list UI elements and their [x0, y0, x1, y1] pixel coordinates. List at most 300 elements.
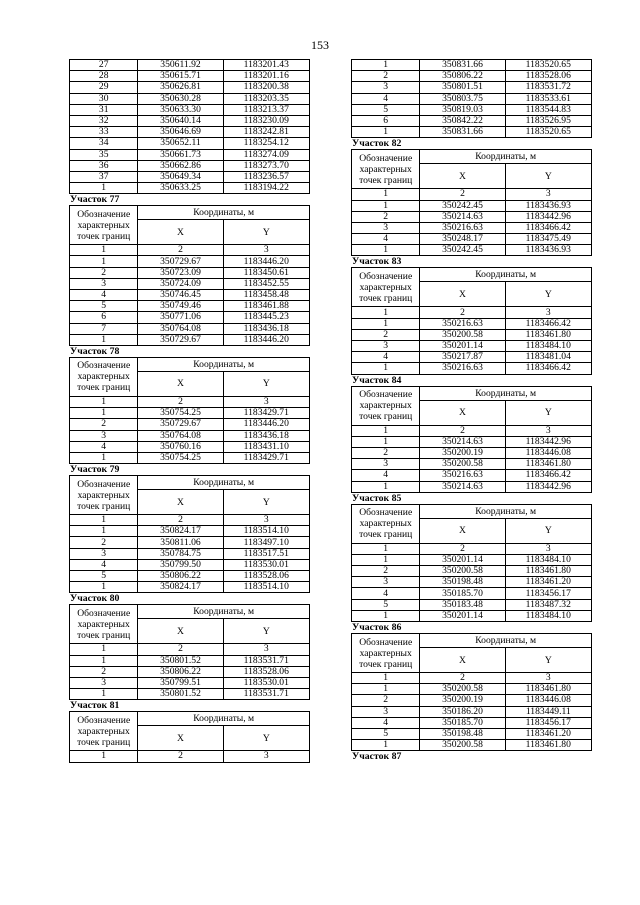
header-x: X	[138, 220, 223, 245]
point-number: 1	[70, 183, 138, 194]
point-number: 36	[70, 160, 138, 171]
point-number: 6	[70, 312, 138, 323]
coord-y: 1183236.57	[223, 171, 309, 182]
table-row	[352, 71, 592, 82]
point-number: 3	[352, 82, 420, 93]
column-number-row	[70, 515, 310, 526]
table-row	[70, 71, 310, 82]
coord-y: 1183429.71	[223, 408, 309, 419]
table-header-row	[70, 357, 310, 371]
point-number: 1	[70, 655, 138, 666]
coord-x: 350198.48	[420, 728, 505, 739]
point-number: 1	[352, 363, 420, 374]
column-number: 1	[70, 644, 138, 655]
column-number: 2	[420, 673, 505, 684]
section-title: Участок 83	[352, 256, 402, 268]
coord-y: 1183461.80	[505, 684, 591, 695]
header-designation: Обозначение характерных точек границ	[352, 150, 420, 189]
column-number: 2	[420, 543, 505, 554]
coord-x: 350185.70	[420, 717, 505, 728]
coord-y: 1183452.55	[223, 278, 309, 289]
point-number: 1	[352, 610, 420, 621]
coord-y: 1183446.20	[223, 419, 309, 430]
coord-y: 1183200.38	[223, 82, 309, 93]
table-row	[352, 245, 592, 256]
point-number: 1	[352, 200, 420, 211]
header-x: X	[420, 164, 505, 189]
coord-x: 350661.73	[138, 149, 223, 160]
point-number: 3	[352, 222, 420, 233]
point-number: 2	[352, 566, 420, 577]
coord-x: 350200.58	[420, 459, 505, 470]
column-number-row	[70, 245, 310, 256]
coord-x: 350633.25	[138, 183, 223, 194]
coord-x: 350824.17	[138, 526, 223, 537]
header-coordinates: Координаты, м	[420, 504, 592, 518]
table-row	[70, 559, 310, 570]
table-row	[70, 571, 310, 582]
point-number: 4	[352, 234, 420, 245]
point-number: 30	[70, 93, 138, 104]
table-row	[352, 447, 592, 458]
coord-y: 1183436.18	[223, 323, 309, 334]
table-row	[352, 554, 592, 565]
table-row	[352, 610, 592, 621]
coord-y: 1183466.42	[505, 222, 591, 233]
table-row	[70, 301, 310, 312]
coord-y: 1183456.17	[505, 588, 591, 599]
coord-y: 1183461.80	[505, 740, 591, 751]
point-number: 6	[352, 115, 420, 126]
coord-y: 1183446.20	[223, 256, 309, 267]
coord-x: 350183.48	[420, 599, 505, 610]
column-number: 2	[138, 396, 223, 407]
coord-x: 350185.70	[420, 588, 505, 599]
table-header-row	[352, 268, 592, 282]
coord-y: 1183466.42	[505, 470, 591, 481]
point-number: 5	[70, 301, 138, 312]
header-y: Y	[505, 400, 591, 425]
table-row	[352, 717, 592, 728]
table-row	[352, 93, 592, 104]
table-row	[70, 408, 310, 419]
column-number: 1	[352, 673, 420, 684]
point-number: 3	[352, 341, 420, 352]
table-row	[352, 577, 592, 588]
header-y: Y	[505, 518, 591, 543]
point-number: 37	[70, 171, 138, 182]
table-row	[70, 526, 310, 537]
column-number: 1	[70, 245, 138, 256]
table-header-row	[70, 476, 310, 490]
table-row	[70, 171, 310, 182]
header-coordinates: Координаты, м	[420, 268, 592, 282]
coord-x: 350724.09	[138, 278, 223, 289]
table-row	[352, 127, 592, 138]
point-number: 31	[70, 104, 138, 115]
coord-y: 1183445.23	[223, 312, 309, 323]
coord-x: 350764.08	[138, 430, 223, 441]
column-number: 2	[420, 189, 505, 200]
coordinates-table	[69, 205, 310, 346]
column-number: 1	[70, 751, 138, 762]
point-number: 3	[70, 548, 138, 559]
table-row	[70, 666, 310, 677]
table-row	[352, 706, 592, 717]
header-coordinates: Координаты, м	[138, 605, 310, 619]
coord-x: 350201.14	[420, 554, 505, 565]
header-coordinates: Координаты, м	[138, 476, 310, 490]
coord-x: 350216.63	[420, 470, 505, 481]
coord-x: 350803.75	[420, 93, 505, 104]
coord-x: 350214.63	[420, 481, 505, 492]
point-number: 7	[70, 323, 138, 334]
point-number: 2	[70, 419, 138, 430]
table-header-row	[352, 504, 592, 518]
section-title: Участок 80	[70, 593, 120, 605]
point-number: 4	[352, 352, 420, 363]
point-number: 1	[70, 256, 138, 267]
table-row	[70, 138, 310, 149]
column-number: 3	[223, 515, 309, 526]
coord-x: 350649.34	[138, 171, 223, 182]
header-designation: Обозначение характерных точек границ	[70, 357, 138, 396]
point-number: 5	[352, 599, 420, 610]
table-row	[352, 318, 592, 329]
coord-x: 350200.19	[420, 447, 505, 458]
section-title: Участок 82	[352, 138, 402, 150]
coord-x: 350216.63	[420, 318, 505, 329]
table-header-row	[70, 605, 310, 619]
table-row	[352, 470, 592, 481]
column-number: 1	[352, 189, 420, 200]
coord-y: 1183203.35	[223, 93, 309, 104]
coord-y: 1183458.48	[223, 290, 309, 301]
table-row	[352, 104, 592, 115]
table-row	[70, 334, 310, 345]
coord-x: 350652.11	[138, 138, 223, 149]
coord-y: 1183442.96	[505, 436, 591, 447]
point-number: 3	[352, 459, 420, 470]
coord-y: 1183484.10	[505, 341, 591, 352]
table-row	[352, 363, 592, 374]
coord-x: 350729.67	[138, 334, 223, 345]
coord-y: 1183436.18	[223, 430, 309, 441]
section-title: Участок 78	[70, 345, 120, 357]
coord-y: 1183475.49	[505, 234, 591, 245]
column-number-row	[70, 396, 310, 407]
coord-x: 350799.51	[138, 677, 223, 688]
column-number: 3	[505, 543, 591, 554]
coord-y: 1183213.37	[223, 104, 309, 115]
header-y: Y	[223, 490, 309, 515]
coord-y: 1183194.22	[223, 183, 309, 194]
header-designation: Обозначение характерных точек границ	[352, 386, 420, 425]
coord-x: 350611.92	[138, 60, 223, 71]
header-y: Y	[223, 726, 309, 751]
coord-y: 1183436.93	[505, 245, 591, 256]
point-number: 4	[352, 588, 420, 599]
column-number-row	[70, 751, 310, 762]
header-coordinates: Координаты, м	[138, 206, 310, 220]
coord-x: 350217.87	[420, 352, 505, 363]
table-row	[352, 211, 592, 222]
point-number: 1	[70, 334, 138, 345]
table-row	[70, 548, 310, 559]
coord-y: 1183531.71	[223, 689, 309, 700]
table-row	[70, 452, 310, 463]
table-row	[70, 267, 310, 278]
coord-y: 1183442.96	[505, 481, 591, 492]
coord-y: 1183273.70	[223, 160, 309, 171]
column-number: 3	[505, 673, 591, 684]
table-row	[70, 430, 310, 441]
coord-x: 350801.52	[138, 689, 223, 700]
coord-y: 1183544.83	[505, 104, 591, 115]
coord-y: 1183466.42	[505, 363, 591, 374]
table-row	[70, 290, 310, 301]
coord-y: 1183461.80	[505, 459, 591, 470]
table-row	[352, 588, 592, 599]
coord-x: 350824.17	[138, 582, 223, 593]
coord-x: 350729.67	[138, 419, 223, 430]
coord-x: 350723.09	[138, 267, 223, 278]
section-title: Участок 84	[352, 374, 402, 386]
point-number: 4	[352, 717, 420, 728]
table-row	[352, 200, 592, 211]
table-row	[70, 104, 310, 115]
point-number: 4	[70, 441, 138, 452]
coord-x: 350633.30	[138, 104, 223, 115]
table-header-row	[70, 712, 310, 726]
point-number: 2	[352, 447, 420, 458]
point-number: 1	[70, 526, 138, 537]
point-number: 1	[70, 689, 138, 700]
coordinates-table	[351, 149, 592, 256]
coord-y: 1183497.10	[223, 537, 309, 548]
coord-x: 350201.14	[420, 341, 505, 352]
column-number: 2	[138, 644, 223, 655]
coord-y: 1183517.51	[223, 548, 309, 559]
coord-x: 350242.45	[420, 200, 505, 211]
coordinates-table	[351, 504, 592, 622]
header-y: Y	[505, 282, 591, 307]
column-number: 1	[70, 515, 138, 526]
coord-x: 350806.22	[138, 666, 223, 677]
table-row	[70, 60, 310, 71]
coord-y: 1183201.16	[223, 71, 309, 82]
coord-x: 350749.46	[138, 301, 223, 312]
column-number: 2	[420, 425, 505, 436]
coord-x: 350764.08	[138, 323, 223, 334]
point-number: 4	[352, 470, 420, 481]
point-number: 34	[70, 138, 138, 149]
coord-y: 1183528.06	[505, 71, 591, 82]
table-row	[70, 677, 310, 688]
section-title: Участок 77	[70, 194, 120, 206]
column-number-row	[352, 189, 592, 200]
coord-x: 350819.03	[420, 104, 505, 115]
header-designation: Обозначение характерных точек границ	[70, 712, 138, 751]
table-row	[70, 256, 310, 267]
point-number: 2	[70, 267, 138, 278]
header-x: X	[138, 619, 223, 644]
table-row	[70, 582, 310, 593]
table-row	[70, 183, 310, 194]
coord-y: 1183514.10	[223, 526, 309, 537]
coord-x: 350760.16	[138, 441, 223, 452]
coord-x: 350626.81	[138, 82, 223, 93]
point-number: 1	[352, 436, 420, 447]
coord-x: 350615.71	[138, 71, 223, 82]
section-title: Участок 86	[352, 622, 402, 633]
point-number: 5	[70, 571, 138, 582]
column-number: 3	[223, 644, 309, 655]
coord-y: 1183528.06	[223, 571, 309, 582]
table-header-row	[70, 206, 310, 220]
header-y: Y	[223, 220, 309, 245]
point-number: 2	[70, 666, 138, 677]
column-number-row	[70, 644, 310, 655]
left-column	[69, 59, 310, 763]
point-number: 2	[70, 537, 138, 548]
coord-x: 350842.22	[420, 115, 505, 126]
point-number: 33	[70, 127, 138, 138]
coord-y: 1183461.20	[505, 728, 591, 739]
header-designation: Обозначение характерных точек границ	[352, 504, 420, 543]
coord-y: 1183520.65	[505, 60, 591, 71]
coord-x: 350201.14	[420, 610, 505, 621]
coord-y: 1183456.17	[505, 717, 591, 728]
coordinates-table	[69, 711, 310, 762]
coord-y: 1183531.71	[223, 655, 309, 666]
column-number: 2	[138, 751, 223, 762]
table-row	[352, 82, 592, 93]
table-row	[352, 222, 592, 233]
point-number: 2	[352, 329, 420, 340]
header-x: X	[138, 490, 223, 515]
coord-y: 1183274.09	[223, 149, 309, 160]
table-row	[352, 436, 592, 447]
point-number: 4	[352, 93, 420, 104]
coord-x: 350831.66	[420, 127, 505, 138]
header-y: Y	[223, 371, 309, 396]
coordinates-table	[69, 475, 310, 593]
point-number: 4	[70, 290, 138, 301]
coord-y: 1183481.04	[505, 352, 591, 363]
header-x: X	[420, 400, 505, 425]
coord-x: 350630.28	[138, 93, 223, 104]
column-number: 2	[138, 245, 223, 256]
point-number: 1	[352, 245, 420, 256]
point-number: 4	[70, 559, 138, 570]
coord-x: 350200.19	[420, 695, 505, 706]
table-row	[70, 127, 310, 138]
header-x: X	[138, 371, 223, 396]
coord-x: 350186.20	[420, 706, 505, 717]
coordinates-table	[351, 386, 592, 493]
column-number: 1	[70, 396, 138, 407]
section-title: Участок 85	[352, 492, 402, 504]
table-row	[352, 684, 592, 695]
column-number: 2	[138, 515, 223, 526]
coord-x: 350811.06	[138, 537, 223, 548]
coord-y: 1183242.81	[223, 127, 309, 138]
coord-x: 350662.86	[138, 160, 223, 171]
table-header-row	[352, 150, 592, 164]
coord-x: 350248.17	[420, 234, 505, 245]
coord-y: 1183487.32	[505, 599, 591, 610]
point-number: 2	[352, 71, 420, 82]
point-number: 1	[70, 582, 138, 593]
header-coordinates: Координаты, м	[420, 150, 592, 164]
coord-y: 1183484.10	[505, 554, 591, 565]
table-header-row	[352, 386, 592, 400]
column-number: 3	[505, 307, 591, 318]
coord-y: 1183531.72	[505, 82, 591, 93]
point-number: 29	[70, 82, 138, 93]
coord-y: 1183533.61	[505, 93, 591, 104]
coord-x: 350831.66	[420, 60, 505, 71]
table-row	[352, 740, 592, 751]
coord-y: 1183230.09	[223, 115, 309, 126]
column-number: 3	[223, 751, 309, 762]
point-number: 3	[70, 278, 138, 289]
coord-x: 350214.63	[420, 211, 505, 222]
point-number: 1	[352, 740, 420, 751]
coord-x: 350198.48	[420, 577, 505, 588]
coord-x: 350200.58	[420, 329, 505, 340]
column-number-row	[352, 425, 592, 436]
point-number: 35	[70, 149, 138, 160]
coordinates-table	[351, 59, 592, 138]
coord-x: 350216.63	[420, 363, 505, 374]
coord-y: 1183429.71	[223, 452, 309, 463]
coord-x: 350799.50	[138, 559, 223, 570]
point-number: 5	[352, 728, 420, 739]
coord-y: 1183466.42	[505, 318, 591, 329]
point-number: 1	[352, 127, 420, 138]
column-number: 1	[352, 543, 420, 554]
point-number: 3	[70, 677, 138, 688]
table-row	[352, 341, 592, 352]
section-title: Участок 79	[70, 464, 120, 476]
header-y: Y	[223, 619, 309, 644]
table-row	[352, 566, 592, 577]
coord-y: 1183461.80	[505, 329, 591, 340]
coord-y: 1183514.10	[223, 582, 309, 593]
coord-x: 350806.22	[420, 71, 505, 82]
coord-x: 350214.63	[420, 436, 505, 447]
column-number: 1	[352, 425, 420, 436]
coord-x: 350640.14	[138, 115, 223, 126]
table-row	[352, 481, 592, 492]
header-x: X	[138, 726, 223, 751]
header-designation: Обозначение характерных точек границ	[70, 476, 138, 515]
coord-x: 350200.58	[420, 566, 505, 577]
point-number: 28	[70, 71, 138, 82]
right-column	[351, 59, 592, 762]
coord-y: 1183201.43	[223, 60, 309, 71]
coord-y: 1183461.80	[505, 566, 591, 577]
header-designation: Обозначение характерных точек границ	[70, 605, 138, 644]
table-row	[70, 149, 310, 160]
page-number: 153	[311, 38, 329, 52]
coord-y: 1183450.61	[223, 267, 309, 278]
header-coordinates: Координаты, м	[420, 634, 592, 648]
coord-y: 1183530.01	[223, 677, 309, 688]
point-number: 2	[352, 211, 420, 222]
